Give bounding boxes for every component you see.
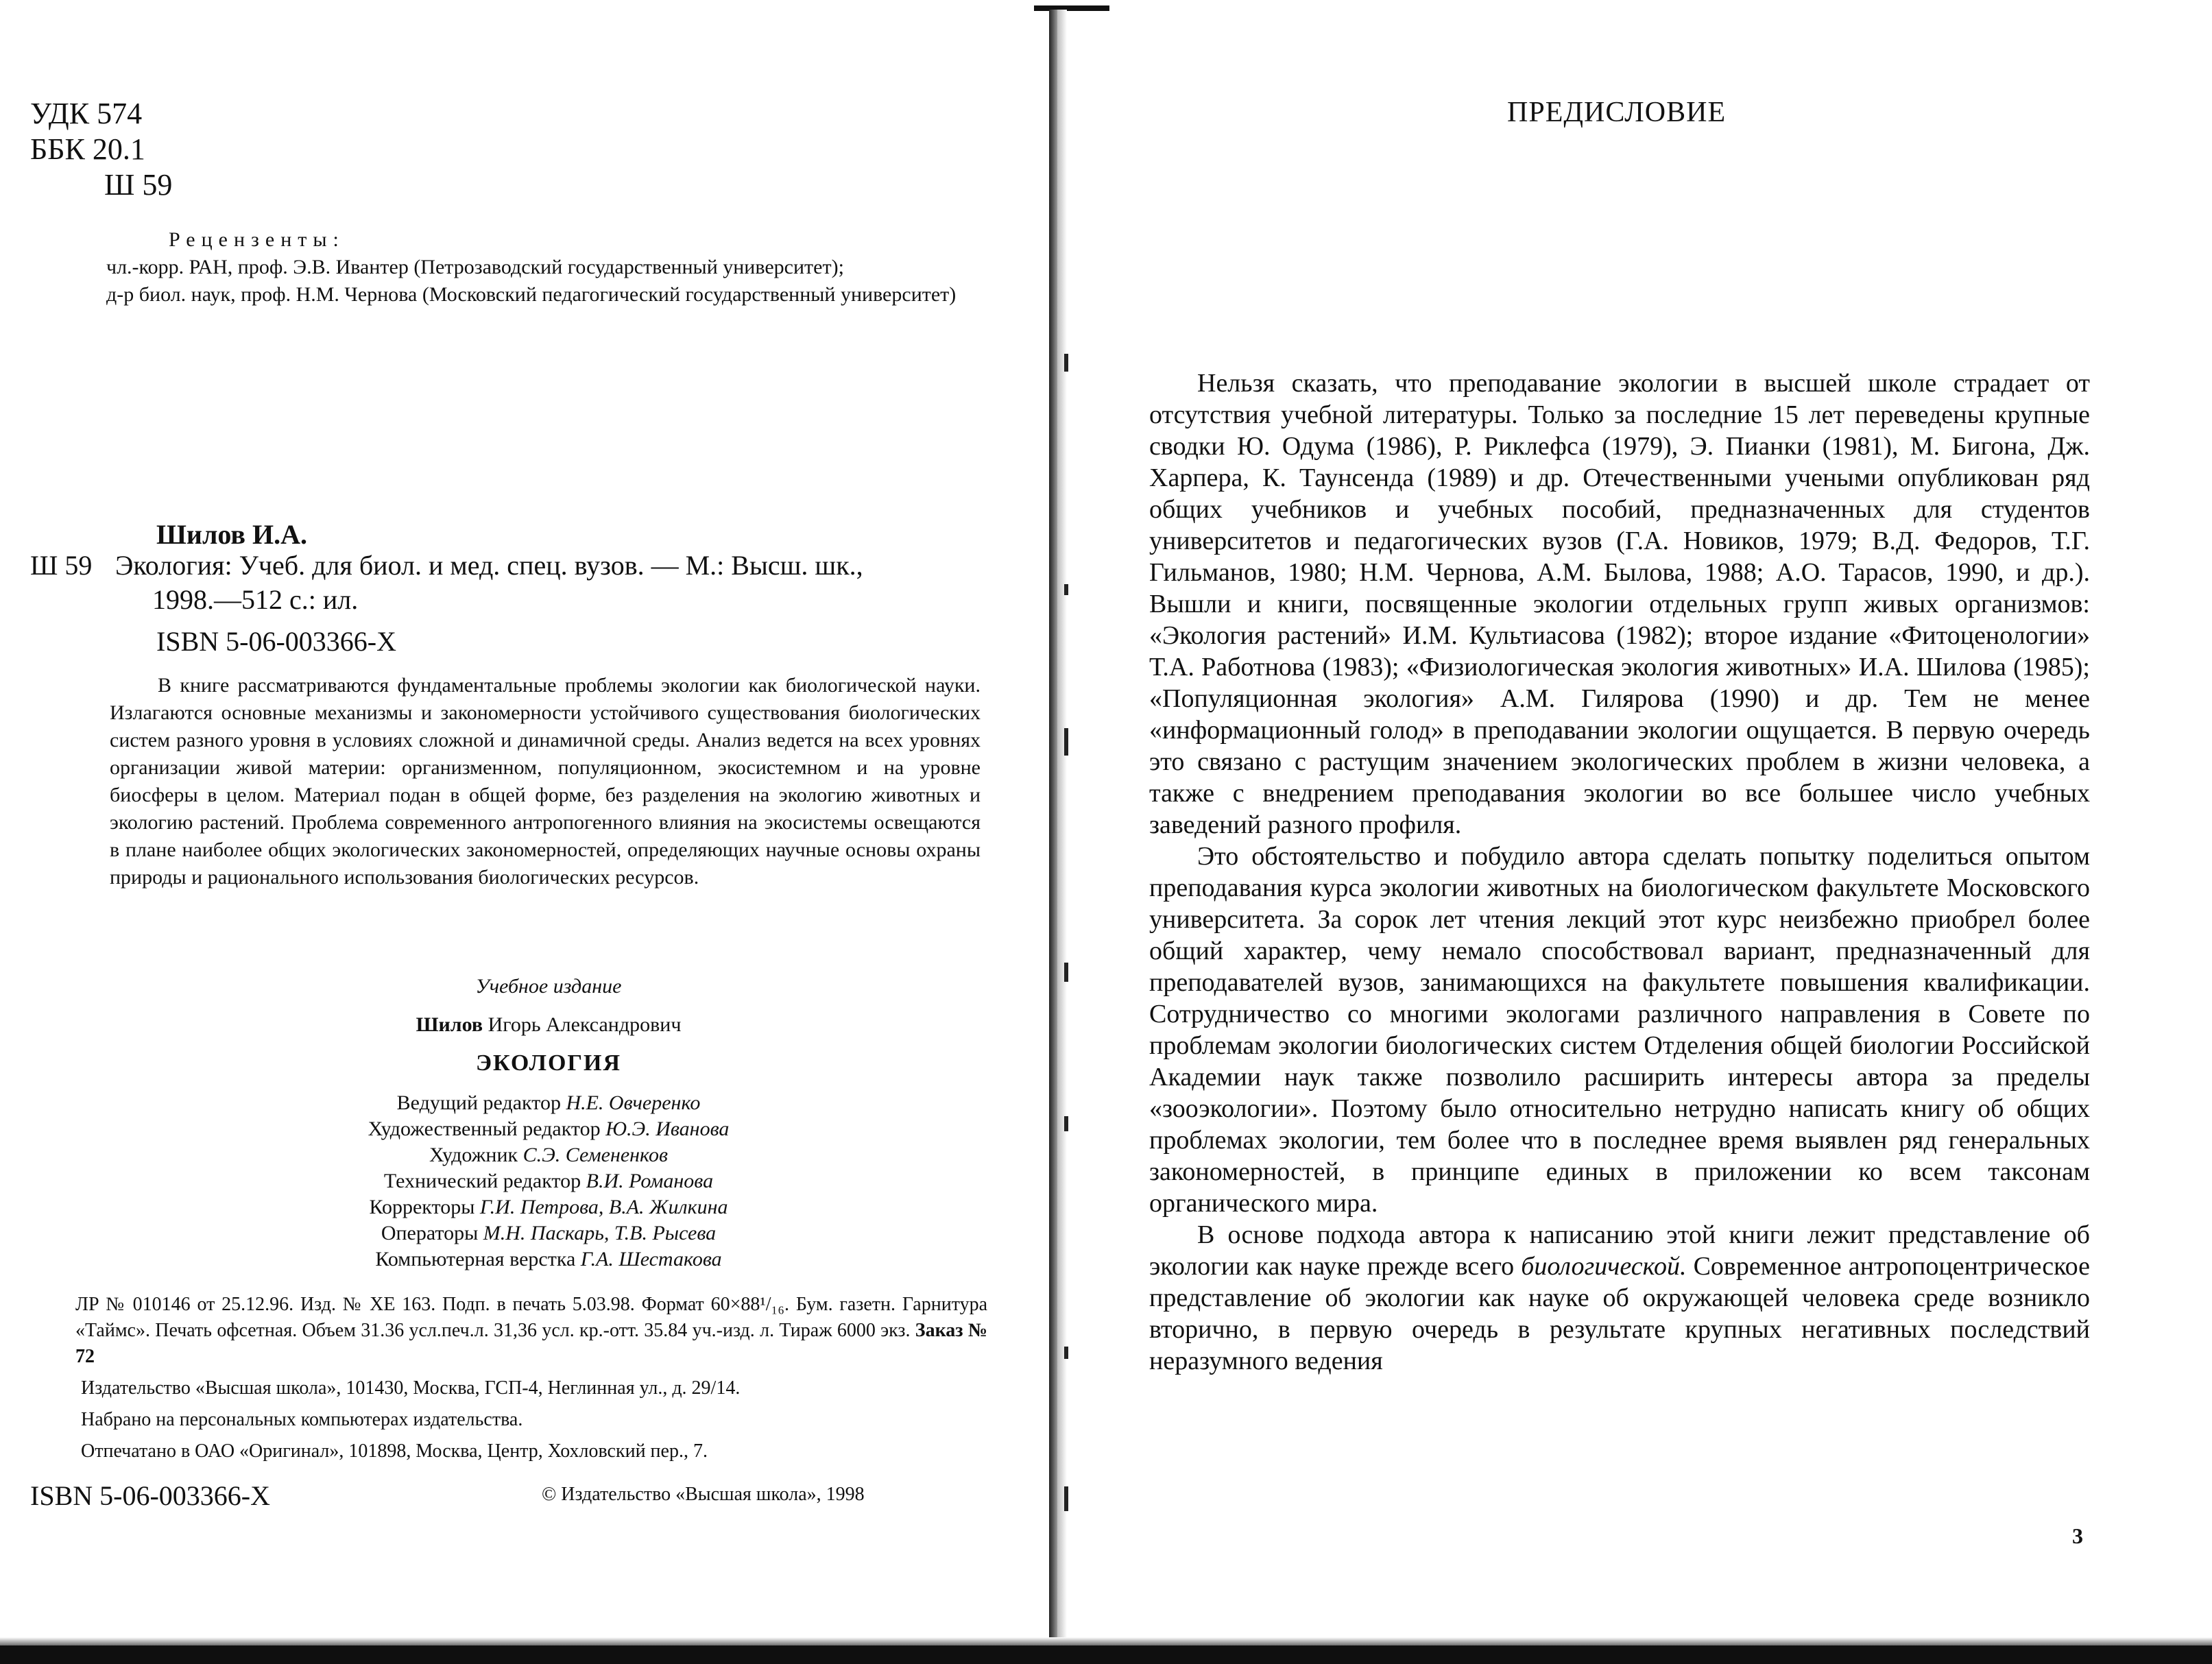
gutter-mark bbox=[1064, 963, 1068, 982]
left-page bbox=[0, 0, 1056, 1664]
staff-row bbox=[206, 1246, 891, 1273]
annotation: В книге рассматриваются фундаментальные проблемы экологии как биологической науки. Излагаются основные механизмы и закономерности устойчивого существования биологических систем разного уровня в условиях сложной и динамичной среды. Анализ ведется на всех уровнях организации живой материи: организменном, популяционном, экосистемном и на уровне биосферы в целом. Материал подан в общей форме, без разделения на экологию животных и экологию растений. Проблема современного антропогенного влияния на экосистемы освещаются в плане наиболее общих экологических закономерностей, определяющих научные основы охраны природы и рационального использования биологических ресурсов. bbox=[110, 674, 981, 889]
staff-role: Корректоры bbox=[369, 1196, 475, 1218]
reviewer-1: чл.-корр. РАН, проф. Э.В. Ивантер (Петрозаводский государственный университет); bbox=[106, 256, 844, 278]
paragraph: Нельзя сказать, что преподавание экологии в высшей школе страдает от отсутствия учебной литературы. Только за последние 15 лет переведены крупные сводки Ю. Одума (1986), Р. Риклефса (1979), Э. Пианки (1981), М. Бигона, Дж. Харпера, К. Таунсенда (1989) и др. Отечественными учеными опубликован ряд общих учебников и учебных пособий, предназначенных для студентов университетов и педагогических вузов (Г.А. Новиков, 1979; В.Д. Федоров, Т.Г. Гильманов, 1980; Н.М. Чернова, А.М. Былова, 1988; А.О. Тарасов, 1990, и др.). Вышли и книги, посвященные экологии отдельных групп живых организмов: «Экология растений» И.М. Культиасова (1982); второе издание «Фитоценологии» Т.А. Работнова (1983); «Физиологическая экология животных» И.А. Шилова (1985); «Популяционная экология» А.М. Гилярова (1990) и др. Тем не менее «информационный голод» в преподавании экологии ощущается. В первую очередь это связано с растущим значением экологических проблем в жизни человека, а также с внедрением преподавания экологии во все большее число учебных заведений разного профиля. bbox=[1149, 369, 2090, 839]
page-heading: ПРЕДИСЛОВИЕ bbox=[1507, 97, 1727, 128]
staff-row bbox=[206, 1090, 891, 1116]
staff-row bbox=[206, 1194, 891, 1220]
copyright: © Издательство «Высшая школа», 1998 bbox=[542, 1484, 865, 1505]
preface-body bbox=[1149, 367, 2090, 1377]
gutter-mark bbox=[1064, 1116, 1068, 1131]
staff-name: С.Э. Семененков bbox=[522, 1144, 668, 1166]
staff-name: В.И. Романова bbox=[586, 1170, 714, 1192]
gutter-mark bbox=[1064, 584, 1068, 595]
author-code: Ш 59 bbox=[104, 168, 173, 202]
isbn: ISBN 5-06-003366-X bbox=[156, 626, 396, 657]
gutter-mark bbox=[1064, 1347, 1068, 1359]
author-given-names: Игорь Александрович bbox=[488, 1013, 682, 1036]
author-surname: Шилов bbox=[416, 1013, 483, 1036]
paragraph-text: Современное антропоцентрическое представление об экологии как науке об окружающей человека среде возникло вторично, в первую очередь в результате крупных негативных последствий неразумного ведения bbox=[1149, 1252, 2090, 1375]
reviewers-block bbox=[103, 226, 987, 309]
bib-code: Ш 59 bbox=[30, 550, 93, 581]
paragraph: Это обстоятельство и побудило автора сделать попытку поделиться опытом преподавания курса экологии животных на биологическом факультете Московского университета. За сорок лет чтения лекций этот курс неизбежно приобрел более общий характер, чему немало способствовал вариант, предназначенный для преподавателей вузов, занимающихся на факультете повышения квалификации. Сотрудничество со многими экологами различного направления в Совете по проблемам экологии биологических систем Отделения общей биологии Российской Академии наук также позволило расширить интересы автора за пределы «зооэкологии». Поэтому было относительно нетрудно написать книгу об общих проблемах экологии, тем более что в последнее время выявлен ряд генеральных закономерностей, в принципе единых в приложении ко всем таксонам органического мира. bbox=[1149, 842, 2090, 1218]
gutter-mark bbox=[1064, 1486, 1068, 1511]
reviewers-label: Рецензенты: bbox=[169, 228, 345, 251]
print-specs-text: ЛР № 010146 от 25.12.96. Изд. № ХЕ 163. Подп. в печать 5.03.98. Формат 60×88¹/₁₆. Бум. газетн. Гарнитура «Таймс». Печать офсетная. Объем 31.36 усл.печ.л. 31,36 усл. кр.-отт. 35.84 уч.-изд. л. Тираж 6000 экз. bbox=[75, 1294, 987, 1341]
paragraph bbox=[1149, 1219, 2090, 1377]
page-number: 3 bbox=[2072, 1523, 2083, 1548]
staff-name: Ю.Э. Иванова bbox=[605, 1118, 730, 1140]
colophon bbox=[206, 974, 891, 1273]
staff-role: Компьютерная верстка bbox=[375, 1248, 576, 1270]
staff-role: Ведущий редактор bbox=[396, 1092, 561, 1114]
bbk-code: ББК 20.1 bbox=[30, 132, 145, 166]
spine-shadow bbox=[1057, 10, 1067, 1641]
staff-name: Н.Е. Овчеренко bbox=[566, 1092, 701, 1114]
staff-list bbox=[206, 1090, 891, 1273]
staff-role: Операторы bbox=[381, 1222, 479, 1244]
gutter-mark bbox=[1064, 354, 1068, 372]
staff-name: М.Н. Паскарь, Т.В. Рысева bbox=[483, 1222, 717, 1244]
page-bottom-edge bbox=[0, 1645, 2212, 1664]
bib-year-line: 1998.—512 с.: ил. bbox=[152, 584, 359, 615]
print-specs bbox=[75, 1292, 987, 1370]
bibliographic-record bbox=[30, 548, 987, 617]
publisher-address: Издательство «Высшая школа», 101430, Москва, ГСП-4, Неглинная ул., д. 29/14. bbox=[81, 1377, 741, 1399]
classification-block bbox=[30, 96, 172, 203]
bib-title-line: Экология: Учеб. для биол. и мед. спец. вузов. — М.: Высш. шк., bbox=[115, 550, 863, 581]
book-author: Шилов И.А. bbox=[156, 519, 308, 550]
order-number: Заказ № 72 bbox=[75, 1320, 987, 1367]
staff-role: Художественный редактор bbox=[368, 1118, 601, 1140]
emphasis-text: биологической. bbox=[1521, 1252, 1687, 1281]
staff-row bbox=[206, 1142, 891, 1168]
author-full-name bbox=[206, 1012, 891, 1038]
edition-type: Учебное издание bbox=[475, 975, 622, 998]
staff-row bbox=[206, 1220, 891, 1246]
staff-row bbox=[206, 1116, 891, 1142]
typeset-note: Набрано на персональных компьютерах издательства. bbox=[81, 1409, 523, 1430]
staff-role: Технический редактор bbox=[383, 1170, 581, 1192]
printer-address: Отпечатано в ОАО «Оригинал», 101898, Москва, Центр, Хохловский пер., 7. bbox=[81, 1440, 708, 1462]
book-title: ЭКОЛОГИЯ bbox=[475, 1050, 622, 1076]
printing-info bbox=[75, 1292, 987, 1470]
paragraph-text: В основе подхода автора к написанию этой книги лежит представление об экологии как науке прежде всего bbox=[1149, 1220, 2090, 1281]
staff-name: Г.А. Шестакова bbox=[580, 1248, 722, 1270]
udk-code: УДК 574 bbox=[30, 97, 143, 130]
staff-row bbox=[206, 1168, 891, 1194]
staff-name: Г.И. Петрова, В.А. Жилкина bbox=[479, 1196, 728, 1218]
reviewer-2: д-р биол. наук, проф. Н.М. Чернова (Московский педагогический государственный университет) bbox=[106, 283, 957, 306]
gutter-mark bbox=[1064, 728, 1068, 756]
footer-isbn: ISBN 5-06-003366-X bbox=[30, 1480, 270, 1511]
staff-role: Художник bbox=[429, 1144, 518, 1166]
